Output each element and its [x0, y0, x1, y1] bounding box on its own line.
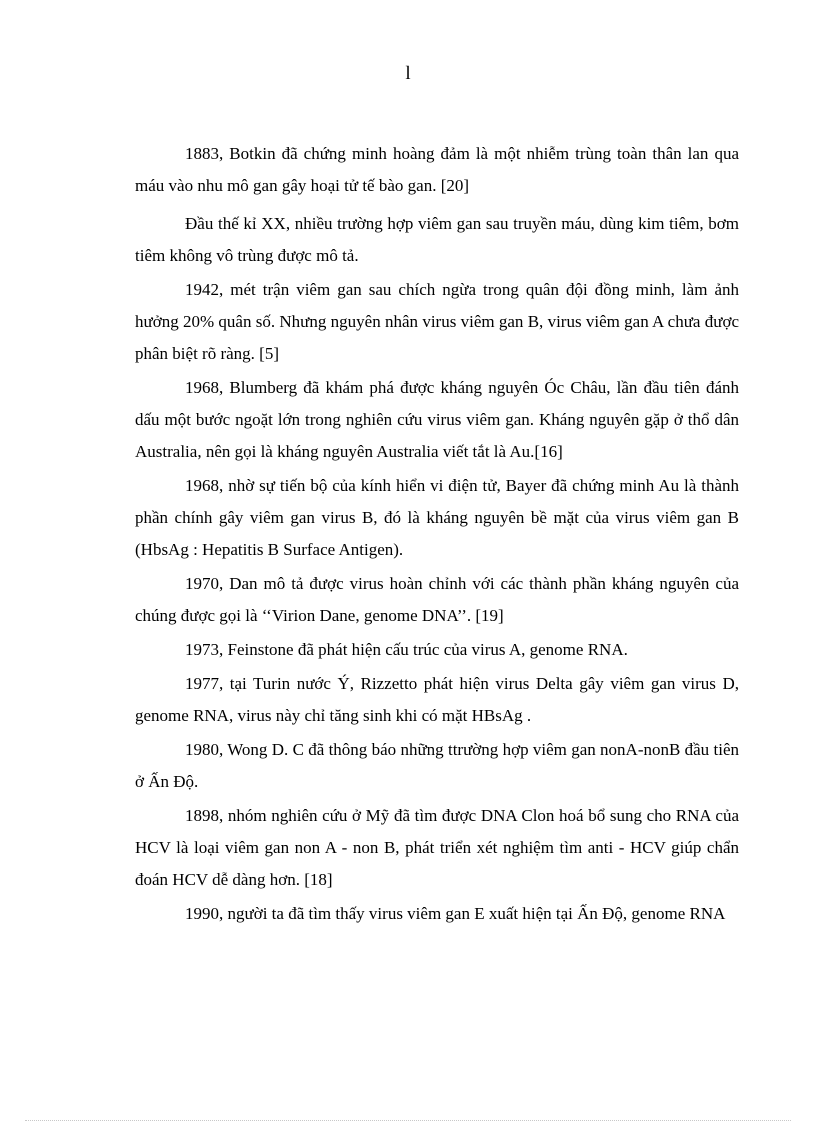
paragraph-1942: 1942, mét trận viêm gan sau chích ngừa trong quân đội đồng minh, làm ảnh hưởng 20% quân số. Nhưng nguyên nhân virus viêm gan B, virus viêm gan A chưa được phân biệt rõ ràng. [5] [135, 280, 739, 363]
paragraph-bayer-1968: 1968, nhờ sự tiến bộ của kính hiển vi điện tử, Bayer đã chứng minh Au là thành phần chính gây viêm gan virus B, đó là kháng nguyên bề mặt của virus viêm gan B (HbsAg : Hepatitis B Surface Antigen). [135, 476, 739, 559]
paragraph-blumberg-1968: 1968, Blumberg đã khám phá được kháng nguyên Óc Châu, lần đầu tiên đánh dấu một bước ngoặt lớn trong nghiên cứu virus viêm gan. Kháng nguyên gặp ở thổ dân Australia, nên gọi là kháng nguyên Australia viết tắt là Au.[16] [135, 378, 739, 461]
paragraph-botkin-1883: 1883, Botkin đã chứng minh hoàng đảm là một nhiễm trùng toàn thân lan qua máu vào nhu mô gan gây hoại tử tế bào gan. [20] [135, 144, 739, 195]
document-body [135, 138, 739, 932]
paragraph-early-20th-century: Đầu thế kỉ XX, nhiều trường hợp viêm gan sau truyền máu, dùng kim tiêm, bơm tiêm không vô trùng được mô tả. [135, 214, 739, 265]
page-number: l [405, 63, 411, 84]
page-bottom-divider [25, 1120, 791, 1121]
paragraph-dan-1970: 1970, Dan mô tả được virus hoàn chỉnh với các thành phần kháng nguyên của chúng được gọi là ‘‘Virion Dane, genome DNA’’. [19] [135, 574, 739, 625]
paragraph-rizzetto-1977: 1977, tại Turin nước Ý, Rizzetto phát hiện virus Delta gây viêm gan virus D, genome RNA, virus này chỉ tăng sinh khi có mặt HBsAg . [135, 674, 739, 725]
paragraph-wong-1980: 1980, Wong D. C đã thông báo những ttrường hợp viêm gan nonA-nonB đầu tiên ở Ấn Độ. [135, 740, 739, 791]
paragraph-feinstone-1973: 1973, Feinstone đã phát hiện cấu trúc của virus A, genome RNA. [185, 640, 628, 659]
paragraph-hev-1990: 1990, người ta đã tìm thấy virus viêm gan E xuất hiện tại Ấn Độ, genome RNA [185, 904, 726, 923]
paragraph-hcv-1898: 1898, nhóm nghiên cứu ở Mỹ đã tìm được DNA Clon hoá bổ sung cho RNA của HCV là loại viêm gan non A - non B, phát triển xét nghiệm tìm anti - HCV giúp chẩn đoán HCV dễ dàng hơn. [18] [135, 806, 739, 889]
